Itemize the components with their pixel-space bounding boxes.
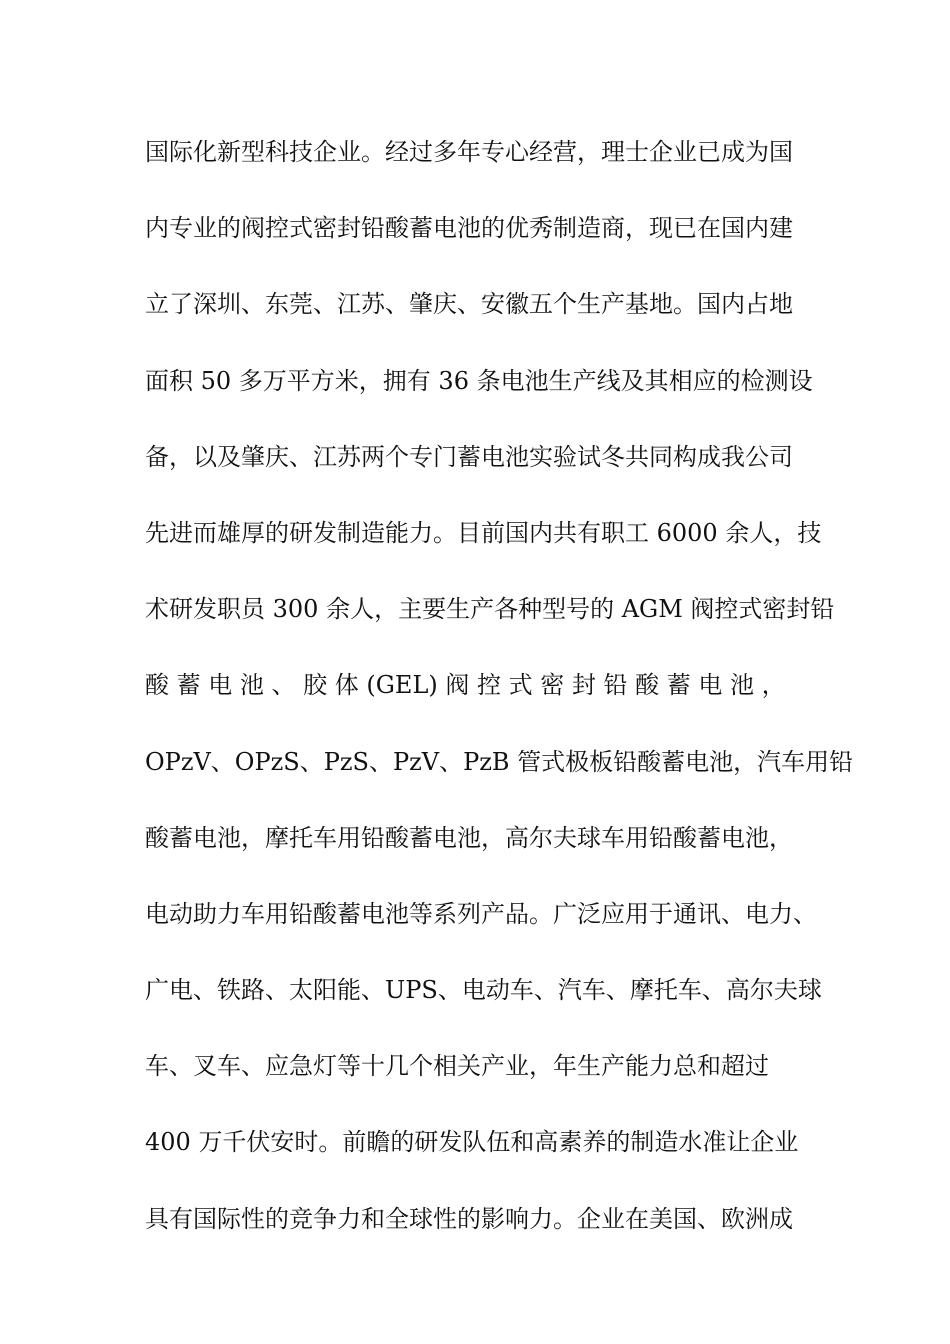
text-line: 国际化新型科技企业。经过多年专心经营，理士企业已成为国	[145, 138, 793, 166]
text-line: 广电、铁路、太阳能、UPS、电动车、汽车、摩托车、高尔夫球	[145, 976, 822, 1005]
text-line: 立了深圳、东莞、江苏、肇庆、安徽五个生产基地。国内占地	[145, 290, 793, 319]
text-line: 车、叉车、应急灯等十几个相关产业，年生产能力总和超过	[145, 1052, 769, 1081]
body-text	[145, 134, 854, 1277]
text-line: 面积 50 多万平方米，拥有 36 条电池生产线及其相应的检测设	[145, 366, 813, 395]
text-line: 400 万千伏安时。前瞻的研发队伍和高素养的制造水准让企业	[145, 1128, 799, 1157]
text-line: OPzV、OPzS、PzS、PzV、PzB 管式极板铅酸蓄电池，汽车用铅	[145, 747, 854, 776]
text-line: 酸蓄电池，摩托车用铅酸蓄电池，高尔夫球车用铅酸蓄电池，	[145, 823, 793, 852]
text-line: 先进而雄厚的研发制造能力。目前国内共有职工 6000 余人，技	[145, 518, 822, 547]
text-line: 备，以及肇庆、江苏两个专门蓄电池实验试冬共同构成我公司	[145, 442, 793, 471]
text-line: 术研发职员 300 余人，主要生产各种型号的 AGM 阀控式密封铅	[145, 595, 835, 624]
text-line: 酸 蓄 电 池 、 胶 体 (GEL) 阀 控 式 密 封 铅 酸 蓄 电 池 ，	[145, 671, 786, 700]
text-line: 具有国际性的竞争力和全球性的影响力。企业在美国、欧洲成	[145, 1204, 793, 1233]
text-line: 内专业的阀控式密封铅酸蓄电池的优秀制造商，现已在国内建	[145, 214, 793, 243]
text-line: 电动助力车用铅酸蓄电池等系列产品。广泛应用于通讯、电力、	[145, 899, 817, 928]
